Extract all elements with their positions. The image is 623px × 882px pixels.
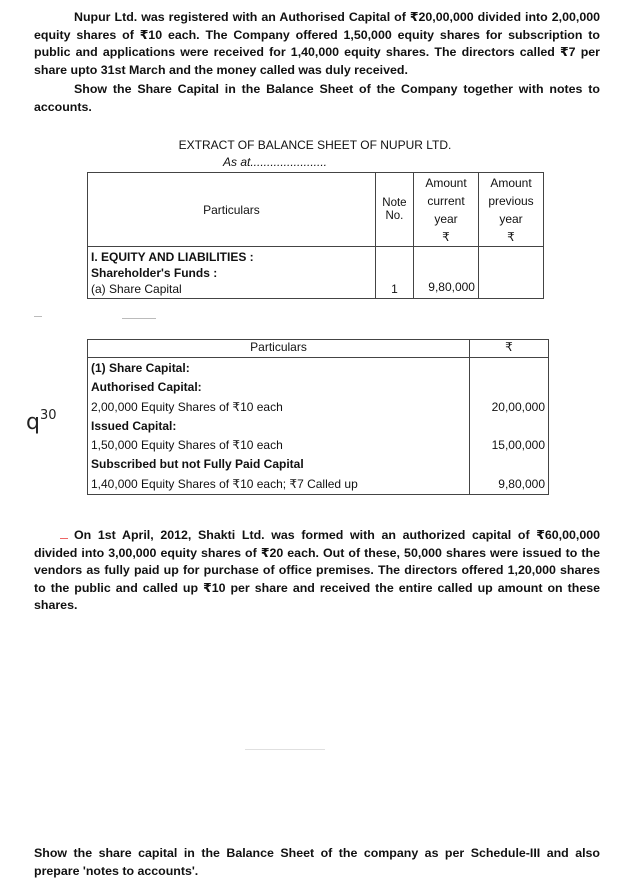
- q1-paragraph: Nupur Ltd. was registered with an Authorised Capital of ₹20,00,000 divided into 2,00,000 equity shares of ₹10 each. The Company offered 1,50,000 equity shares for subscription to public and applications were received for 1,40,000 equity shares. The directors called ₹7 per share upto 31st March and the money called was duly received.: [34, 10, 600, 77]
- handwritten-q: q: [26, 410, 40, 435]
- bs-share-capital: (a) Share Capital: [91, 282, 182, 296]
- header-particulars: Particulars: [88, 173, 376, 247]
- note-share-capital-title: (1) Share Capital:: [91, 361, 190, 375]
- header-amount-previous: [478, 173, 543, 247]
- notes-particulars-cell: [88, 358, 470, 495]
- q2-paragraph: On 1st April, 2012, Shakti Ltd. was formed with an authorized capital of ₹60,00,000 divided into 3,00,000 equity shares of ₹20 each. Out of these, 50,000 shares were issued to the vendors as fully paid up for purchase of office premises. The directors offered 1,20,000 shares to the public and called up ₹10 per share and received the entire called up amount on these shares.: [34, 528, 600, 613]
- note-amount-issued: 15,00,000: [491, 438, 545, 453]
- bs-note-number: 1: [375, 247, 413, 299]
- q1-instruction: Show the Share Capital in the Balance Sheet of the Company together with notes to accounts.: [34, 82, 600, 114]
- notes-header-particulars: Particulars: [88, 340, 470, 358]
- bs-shareholders-funds: Shareholder's Funds :: [91, 266, 218, 280]
- note-amount-authorised: 20,00,000: [491, 399, 545, 414]
- note-authorised-heading: Authorised Capital:: [91, 380, 202, 395]
- header-note-no: Note No.: [375, 173, 413, 247]
- notes-amounts-cell: [470, 358, 549, 495]
- balance-sheet-as-at: As at.......................: [222, 155, 328, 169]
- amount-current-label: Amount current year: [425, 176, 467, 226]
- currency-current: ₹: [442, 230, 450, 244]
- note-subscribed-heading: Subscribed but not Fully Paid Capital: [91, 457, 304, 472]
- q2-instruction: Show the share capital in the Balance Sheet of the company as per Schedule-III and also prepare 'notes to accounts'.: [34, 846, 600, 878]
- bs-amount-current: 9,80,000: [414, 247, 479, 299]
- note-issued-heading: Issued Capital:: [91, 418, 177, 433]
- note-authorised-detail: 2,00,000 Equity Shares of ₹10 each: [91, 399, 283, 414]
- currency-previous: ₹: [507, 230, 515, 244]
- notes-header-currency: ₹: [470, 340, 549, 358]
- scan-mark: [245, 749, 325, 750]
- amount-previous-label: Amount previous year: [488, 176, 534, 226]
- bs-amount-previous: [478, 247, 543, 299]
- note-issued-detail: 1,50,000 Equity Shares of ₹10 each: [91, 438, 283, 453]
- note-amount-subscribed: 9,80,000: [498, 476, 545, 491]
- balance-sheet-title: EXTRACT OF BALANCE SHEET OF NUPUR LTD.: [178, 138, 452, 152]
- header-amount-current: [414, 173, 479, 247]
- note-subscribed-detail: 1,40,000 Equity Shares of ₹10 each; ₹7 Called up: [91, 476, 358, 491]
- bs-particulars-cell: [88, 247, 376, 299]
- balance-sheet-table: [87, 172, 544, 299]
- handwritten-number: 30: [39, 408, 57, 423]
- handwritten-question-label: [26, 408, 57, 435]
- scan-mark: [34, 316, 42, 317]
- scan-mark: [122, 318, 156, 319]
- notes-table: [87, 339, 549, 495]
- bs-section-equity: I. EQUITY AND LIABILITIES :: [91, 250, 254, 264]
